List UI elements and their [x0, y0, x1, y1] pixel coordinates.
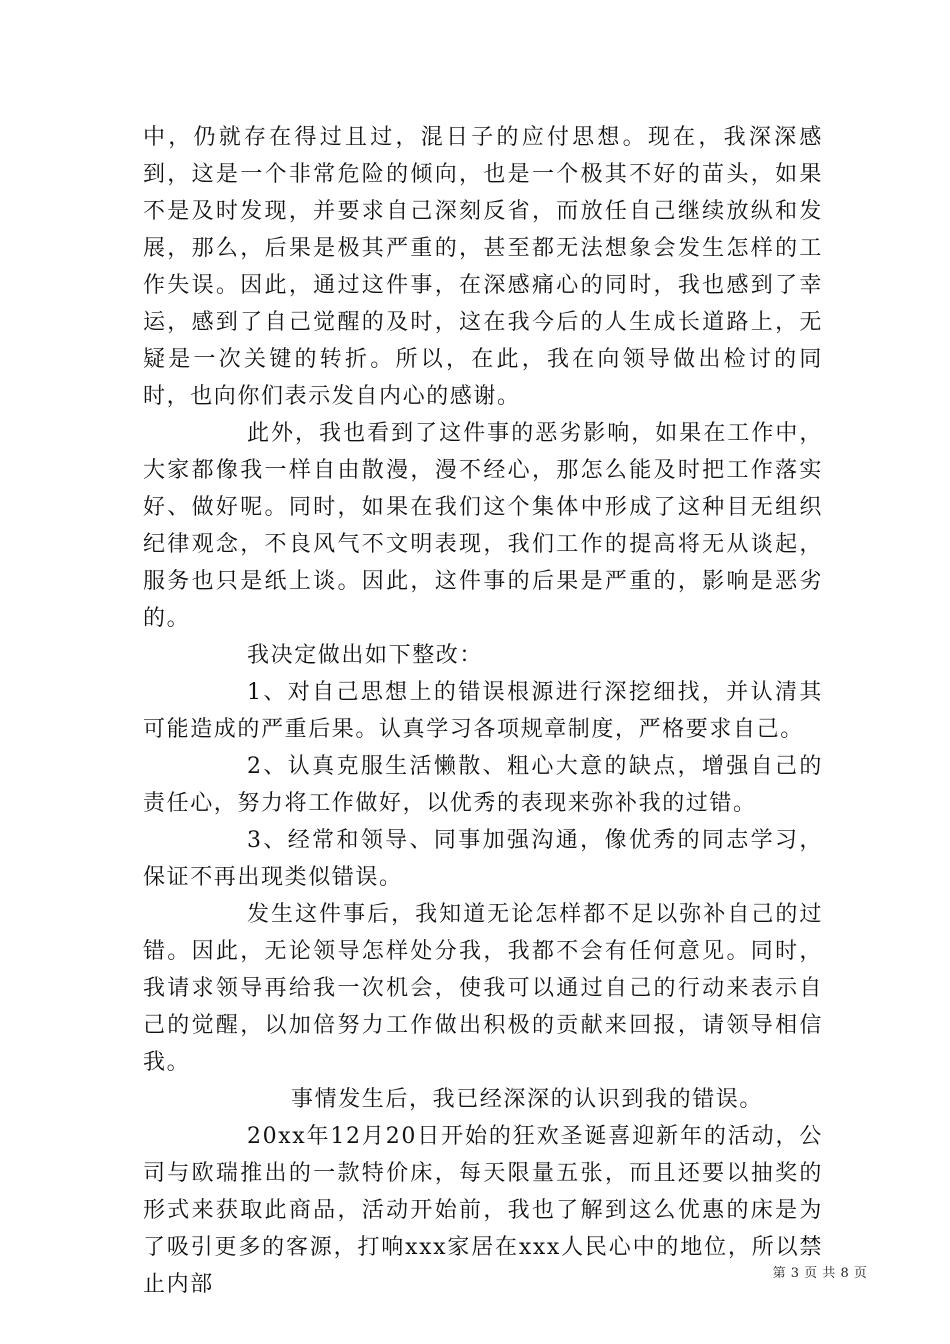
paragraph-continuation: 中，仍就存在得过且过，混日子的应付思想。现在，我深深感到，这是一个非常危险的倾向，也是一个极其不好的苗头，如果不是及时发现，并要求自己深刻反省，而放任自己继续放纵和发展，那么，后果是极其严重的，甚至都无法想象会发生怎样的工作失误。因此，通过这件事，在深感痛心的同时，我也感到了幸运，感到了自己觉醒的及时，这在我今后的人生成长道路上，无疑是一次关键的转折。所以，在此，我在向领导做出检讨的同时，也向你们表示发自内心的感谢。: [143, 125, 823, 409]
list-item-3: 3、经常和领导、同事加强沟通，像优秀的同志学习，保证不再出现类似错误。: [143, 828, 823, 890]
paragraph-event-description: 20xx年12月20日开始的狂欢圣诞喜迎新年的活动，公司与欧瑞推出的一款特价床，每天限量五张，而且还要以抽奖的形式来获取此商品，活动开始前，我也了解到这么优惠的床是为了吸引更多的客源，打响xxx家居在xxx人民心中的地位，所以禁止内部: [143, 1124, 823, 1297]
paragraph-heading-line: 事情发生后，我已经深深的认识到我的错误。: [291, 1087, 764, 1112]
page-number: 第 3 页 共 8 页: [772, 1266, 868, 1281]
document-body: [143, 119, 823, 1303]
page-footer: [0, 1262, 950, 1281]
list-item-1: 1、对自己思想上的错误根源进行深挖细找，并认清其可能造成的严重后果。认真学习各项规章制度，严格要求自己。: [143, 680, 823, 742]
paragraph-consequences: 此外，我也看到了这件事的恶劣影响，如果在工作中，大家都像我一样自由散漫，漫不经心，那怎么能及时把工作落实好、做好呢。同时，如果在我们这个集体中形成了这种目无组织纪律观念，不良风气不文明表现，我们工作的提高将无从谈起，服务也只是纸上谈。因此，这件事的后果是严重的，影响是恶劣的。: [143, 421, 823, 631]
paragraph-rectification-intro: 我决定做出如下整改：: [247, 643, 484, 668]
paragraph-request: 发生这件事后，我知道无论怎样都不足以弥补自己的过错。因此，无论领导怎样处分我，我都不会有任何意见。同时，我请求领导再给我一次机会，使我可以通过自己的行动来表示自己的觉醒，以加倍努力工作做出积极的贡献来回报，请领导相信我。: [143, 902, 823, 1075]
list-item-2: 2、认真克服生活懒散、粗心大意的缺点，增强自己的责任心，努力将工作做好，以优秀的表现来弥补我的过错。: [143, 754, 823, 816]
